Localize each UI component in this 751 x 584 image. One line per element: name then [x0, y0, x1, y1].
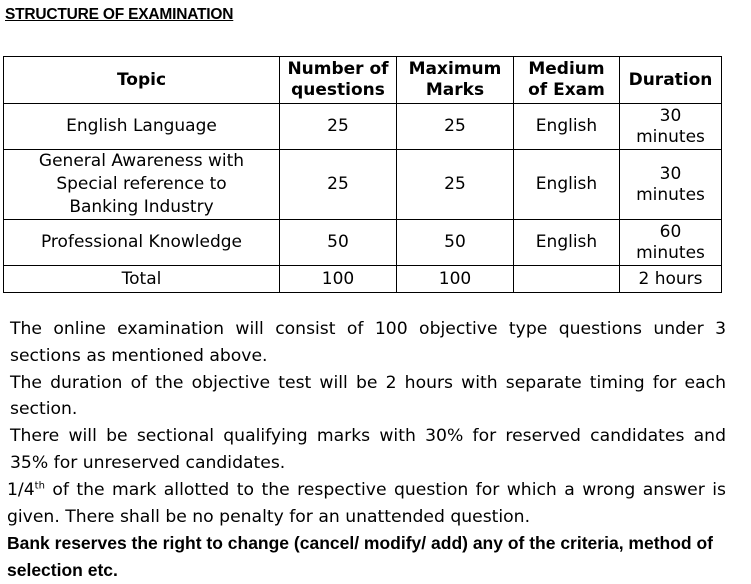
duration-value: 30 [659, 163, 682, 184]
topic-line: Special reference to [56, 174, 227, 194]
topic-line: General Awareness with [38, 151, 245, 171]
fraction-text: 1/4 [7, 479, 35, 500]
cell-total-duration: 2 hours [620, 266, 722, 293]
header-topic: Topic [4, 57, 280, 104]
cell-marks: 25 [397, 104, 514, 150]
header-medium-line1: Medium [528, 59, 605, 79]
cell-topic [4, 150, 280, 220]
note-paragraph-2: The duration of the objective test will be 2 hours with separate timing for each section. [10, 372, 726, 420]
cell-total-label: Total [4, 266, 280, 293]
duration-value: 60 [659, 221, 682, 242]
cell-medium: English [514, 104, 620, 150]
header-duration: Duration [620, 57, 722, 104]
table-bottom-rule [3, 292, 721, 293]
cell-total-marks: 100 [397, 266, 514, 293]
header-marks-line2: Marks [425, 80, 485, 100]
penalty-text: of the mark allotted to the respective question for which a wrong answer is given. There shall be no penalty for an unattended question. [7, 479, 726, 527]
note-paragraph-1: The online examination will consist of 100 objective type questions under 3 sections as mentioned above. [10, 319, 726, 366]
table-header-row [4, 57, 722, 104]
exam-structure-table [3, 56, 722, 293]
duration-value: 30 [659, 105, 682, 126]
examination-notes [7, 316, 726, 584]
note-paragraph-4 [7, 477, 726, 531]
cell-duration [620, 104, 722, 150]
duration-unit: minutes [636, 242, 705, 263]
table-total-row [4, 266, 722, 293]
page-title: STRUCTURE OF EXAMINATION [5, 6, 234, 23]
note-paragraph-5-bold: Bank reserves the right to change (cancel/ modify/ add) any of the criteria, method of selection etc. [7, 533, 713, 581]
cell-marks: 25 [397, 150, 514, 220]
duration-unit: minutes [636, 184, 705, 205]
cell-total-medium [514, 266, 620, 293]
header-maximum-marks [397, 57, 514, 104]
cell-marks: 50 [397, 220, 514, 266]
header-medium-line2: of Exam [528, 80, 605, 100]
cell-total-questions: 100 [280, 266, 397, 293]
ordinal-suffix: th [34, 480, 45, 492]
header-questions-line2: questions [291, 80, 385, 100]
cell-topic: Professional Knowledge [4, 220, 280, 266]
header-marks-line1: Maximum [408, 59, 502, 79]
header-questions-line1: Number of [287, 59, 389, 79]
table-row [4, 104, 722, 150]
cell-questions: 25 [280, 150, 397, 220]
header-medium-of-exam [514, 57, 620, 104]
cell-medium: English [514, 220, 620, 266]
cell-medium: English [514, 150, 620, 220]
header-number-of-questions [280, 57, 397, 104]
note-paragraph-3: There will be sectional qualifying marks with 30% for reserved candidates and 35% for unreserved candidates. [10, 426, 726, 473]
cell-duration [620, 220, 722, 266]
cell-questions: 50 [280, 220, 397, 266]
topic-line: Banking Industry [69, 197, 214, 217]
cell-topic: English Language [4, 104, 280, 150]
cell-questions: 25 [280, 104, 397, 150]
table-row [4, 150, 722, 220]
table-row [4, 220, 722, 266]
cell-duration [620, 150, 722, 220]
duration-unit: minutes [636, 126, 705, 147]
